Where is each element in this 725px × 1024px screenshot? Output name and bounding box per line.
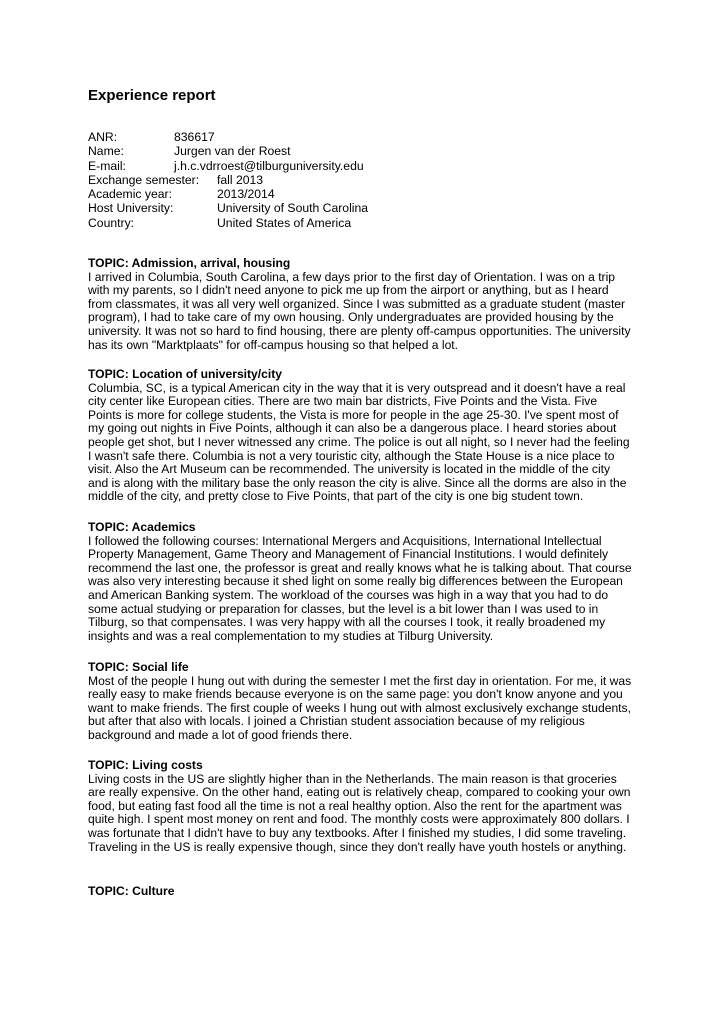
detail-value: Jurgen van der Roest <box>174 144 291 159</box>
detail-value: j.h.c.vdrroest@tilburguniversity.edu <box>174 158 364 173</box>
paragraph-line: Living costs in the US are slightly higher than in the Netherlands. The main reason is that groceries <box>88 771 617 786</box>
detail-value: University of South Carolina <box>217 201 369 216</box>
detail-label: E-mail: <box>88 158 126 173</box>
paragraph-line: food, but eating fast food all the time is not a real healthy option. Also the rent for the apartment was <box>88 798 622 813</box>
section-heading: TOPIC: Social life <box>88 660 189 674</box>
paragraph-line: university. It was not so hard to find housing, there are plenty off-campus opportunities. The university <box>88 323 631 338</box>
paragraph-line: has its own "Marktplaats" for off-campus housing so that helped a lot. <box>88 337 459 352</box>
paragraph-line: I followed the following courses: International Mergers and Acquisitions, International Intellectual <box>88 533 602 548</box>
paragraph-line: want to make friends. The first couple of weeks I hung out with almost exclusively exchange students, <box>88 700 631 715</box>
paragraph-line: Most of the people I hung out with during the semester I met the first day in orientation. For me, it was <box>88 673 632 688</box>
detail-value: United States of America <box>217 215 352 230</box>
paragraph-line: some actual studying or preparation for classes, but the level is a bit lower than I was used to in <box>88 601 599 616</box>
detail-label: Name: <box>88 144 124 159</box>
detail-label: Host University: <box>88 201 174 216</box>
section-admission-arrival-housing <box>88 257 648 352</box>
detail-label: Exchange semester: <box>88 172 200 187</box>
section-culture <box>88 885 648 899</box>
paragraph-line: quite high. I spent most money on rent and food. The monthly costs were approximately 800 dollars. I <box>88 812 630 827</box>
detail-label: Academic year: <box>88 187 172 202</box>
paragraph-line: and American Banking system. The workload of the courses was high in a way that you had to do <box>88 587 609 602</box>
paragraph-line: my going out nights in Five Points, although it can also be a dangerous place. I heard stories about <box>88 421 617 436</box>
paragraph-line: from classmates, it was all very well organized. Since I was submitted as a graduate student (master <box>88 296 626 311</box>
section-heading: TOPIC: Living costs <box>88 758 203 772</box>
paragraph-line: I arrived in Columbia, South Carolina, a few days prior to the first day of Orientation. I was on a trip <box>88 269 615 284</box>
paragraph-line: Points is more for college students, the Vista is more for people in the age 25-30. I've spent most of <box>88 407 619 422</box>
paragraph-line: really easy to make friends because everyone is on the same page: you don't know anyone and you <box>88 687 623 702</box>
paragraph-line: people get shot, but I never witnessed any crime. The police is out all night, so I never had the feeling <box>88 434 630 449</box>
paragraph-line: with my parents, so I didn't need anyone to pick me up from the airport or anything, but as I heard <box>88 283 609 298</box>
paragraph-line: are really expensive. On the other hand, eating out is relatively cheap, compared to cooking your own <box>88 785 631 800</box>
detail-label: ANR: <box>88 130 118 144</box>
detail-value: fall 2013 <box>217 172 264 187</box>
section-academics <box>88 521 648 643</box>
paragraph-line: was also very interesting because it shed light on some really big differences between the European <box>88 574 623 589</box>
paragraph-line: recommend the last one, the professor is great and really knows what he is talking about. That course <box>88 560 632 575</box>
paragraph-line: city center like European cities. There are two main bar districts, Five Points and the Vista. Five <box>88 394 598 409</box>
detail-value: 836617 <box>174 130 215 144</box>
paragraph-line: I wasn't safe there. Columbia is not a very touristic city, although the State House is a nice place to <box>88 448 615 463</box>
detail-label: Country: <box>88 215 135 230</box>
paragraph-line: Traveling in the US is really expensive though, since they don't really have youth hostels or anything. <box>88 839 627 854</box>
paragraph-line: Property Management, Game Theory and Management of Financial Institutions. I would definitely <box>88 547 609 562</box>
section-heading: TOPIC: Location of university/city <box>88 367 282 381</box>
paragraph-line: visit. Also the Art Museum can be recommended. The university is located in the middle of the city <box>88 462 611 477</box>
section-heading: TOPIC: Academics <box>88 520 196 534</box>
section-living-costs <box>88 759 648 854</box>
paragraph-line: and is along with the military base the only reason the city is alive. Since all the dorms are also in the <box>88 475 627 490</box>
paragraph-line: but after that also with locals. I joined a Christian student association because of my religious <box>88 714 585 729</box>
section-social-life <box>88 661 648 743</box>
section-heading: TOPIC: Admission, arrival, housing <box>88 256 291 270</box>
paragraph-line: insights and was a real complementation to my studies at Tilburg University. <box>88 628 494 643</box>
detail-value: 2013/2014 <box>217 187 275 202</box>
paragraph-line: program), I had to take care of my own housing. Only undergraduates are provided housing by the <box>88 310 614 325</box>
section-location <box>88 368 648 504</box>
document-title: Experience report <box>88 87 216 104</box>
paragraph-line: middle of the city, and pretty close to Five Points, that part of the city is one big student town. <box>88 489 584 504</box>
paragraph-line: Columbia, SC, is a typical American city in the way that it is very outspread and it doesn't have a real <box>88 380 626 395</box>
section-heading: TOPIC: Culture <box>88 884 175 898</box>
paragraph-line: background and made a lot of good friends there. <box>88 727 353 742</box>
paragraph-line: was fortunate that I didn't have to buy any textbooks. After I finished my studies, I did some traveling. <box>88 825 627 840</box>
paragraph-line: Tilburg, so that compensates. I was very happy with all the courses I took, it really broadened my <box>88 615 606 630</box>
